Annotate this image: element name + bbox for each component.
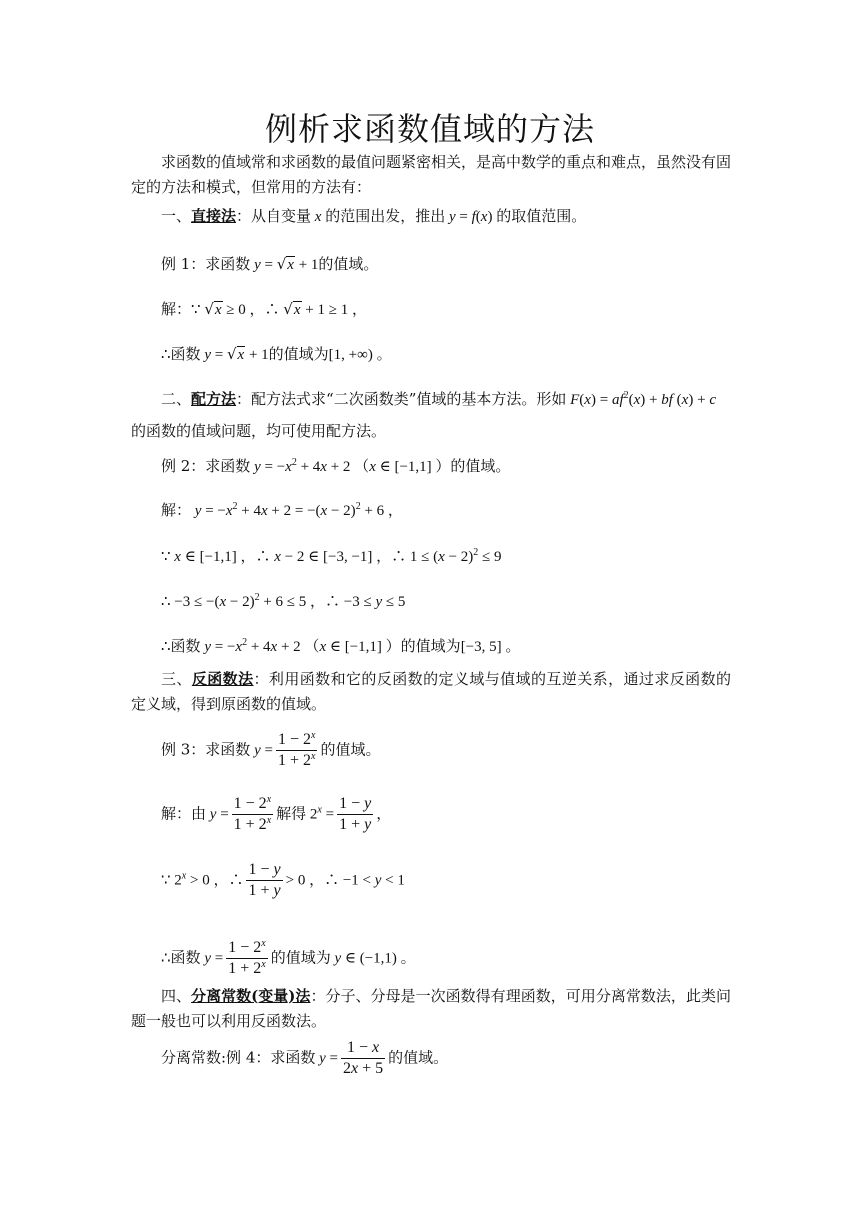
example4-label: 分离常数:例 4：求函数 bbox=[161, 1048, 316, 1067]
example1-solution: 解：∵ √x ≥ 0 ，∴ √x + 1 ≥ 1 ， bbox=[161, 300, 367, 318]
section3-method-name: 反函数法 bbox=[191, 670, 254, 688]
fraction: $\frac{1 - x}{2x + 5}$ bbox=[343, 1039, 384, 1077]
section4-method-name: 分离常数(变量)法 bbox=[191, 987, 311, 1005]
page-title: 例析求函数值域的方法 bbox=[264, 110, 595, 148]
section2-heading: 二、配方法：配方法式求“二次函数类”值域的基本方法。形如 $F(x) = af^2(x)$ + bf (x) + c bbox=[161, 390, 716, 408]
section3-text: ：利用函数和它的反函数的定义域与值域的互逆关系，通过求反函数的定义域，得到原函数的值域。 bbox=[131, 670, 731, 713]
section4-number: 四、 bbox=[161, 987, 192, 1005]
example3-tail: 的值域。 bbox=[320, 740, 381, 759]
section1-text-b: 的范围出发，推出 bbox=[325, 207, 446, 225]
section2-heading-cont: 的函数的值域问题，均可使用配方法。 bbox=[131, 422, 387, 440]
example1-tail: 的值域。 bbox=[318, 255, 379, 273]
solution2-label: 解： bbox=[161, 501, 192, 519]
intro-paragraph: 求函数的值域常和求函数的最值问题紧密相关，是高中数学的重点和难点，虽然没有固定的方法和模式，但常用的方法有： bbox=[131, 153, 732, 196]
fraction: $\frac{1 - 2^x}{1 + 2^x}$ bbox=[228, 938, 266, 977]
fraction: $\frac{1 - 2^x}{1 + 2^x}$ bbox=[277, 730, 316, 769]
result3-tail: 的值域为 bbox=[270, 948, 331, 967]
result1-label: 函数 bbox=[170, 345, 201, 363]
fraction: $\frac{1 - y}{1 + y}$ bbox=[339, 795, 372, 833]
section3-number: 三、 bbox=[161, 670, 192, 688]
example2-tail: 的值域。 bbox=[450, 457, 511, 475]
solution1-label: 解： bbox=[161, 300, 192, 318]
result2-tail: 的值域为 bbox=[400, 637, 461, 655]
result3-label: 函数 bbox=[170, 948, 201, 967]
result1-tail: 的值域为 bbox=[268, 345, 329, 363]
example1-label: 例 1：求函数 bbox=[161, 255, 251, 273]
section4-heading bbox=[131, 984, 731, 1034]
example3: 例 3：求函数 y = $\frac{1 - 2^x}{1 + 2^x}$ 的值域。 bbox=[161, 730, 381, 769]
example4-tail: 的值域。 bbox=[388, 1048, 449, 1067]
example2-result: ∴函数 $y = -x^2 + 4x + 2$ （x ∈ [−1,1] ）的值域为[−3, 5] 。 bbox=[161, 637, 521, 655]
example1: 例 1：求函数 y = √x + 1的值域。 bbox=[161, 255, 379, 273]
solution3-label: 解：由 bbox=[161, 804, 207, 823]
section4-text: ：分子、分母是一次函数得有理函数，可用分离常数法，此类问题一般也可以利用反函数法。 bbox=[131, 987, 731, 1030]
section1-text-c: 的取值范围。 bbox=[496, 207, 587, 225]
section1-number: 一、 bbox=[161, 207, 192, 225]
example3-solution: 解：由 y = $\frac{1 - 2^x}{1 + 2^x}$ 解得 $2^x$ = $\frac{1 - y}{1 + y}$ ， bbox=[161, 794, 392, 833]
example2: 例 2：求函数 $y = -x^2 + 4x + 2$ （x ∈ [−1,1] ）的值域。 bbox=[161, 457, 511, 475]
section1-method-name: 直接法 bbox=[191, 207, 237, 225]
solution3-middle: 解得 bbox=[276, 804, 307, 823]
section3-heading bbox=[131, 667, 731, 717]
example2-step2: ∵ x ∈ [−1,1] ，∴ x − 2 ∈ [−3, −1] ，∴ $1 \le (x - 2)^2 \le 9$ bbox=[161, 547, 502, 565]
section2-text-a: ：配方法式求“二次函数类”值域的基本方法。形如 bbox=[236, 390, 567, 408]
example4: 分离常数:例 4：求函数 y = $\frac{1 - x}{2x + 5}$ 的值域。 bbox=[161, 1039, 449, 1077]
example3-step2: ∵ $2^x > 0$ ，∴ $\frac{1 - y}{1 + y}$ > 0 ，∴ −1 < y < 1 bbox=[161, 861, 405, 899]
fraction: $\frac{1 - y}{1 + y}$ bbox=[248, 861, 281, 899]
fraction: $\frac{1 - 2^x}{1 + 2^x}$ bbox=[233, 794, 272, 833]
section2-number: 二、 bbox=[161, 390, 192, 408]
example2-label: 例 2：求函数 bbox=[161, 457, 251, 475]
example3-result: ∴函数 y = $\frac{1 - 2^x}{1 + 2^x}$ 的值域为 y ∈ (−1,1) 。 bbox=[161, 938, 416, 977]
example3-label: 例 3：求函数 bbox=[161, 740, 251, 759]
example2-solution: 解： $y = -x^2 + 4x + 2 = -(x - 2)^2 + 6$ ， bbox=[161, 501, 403, 519]
section1-heading: 一、直接法：从自变量 x 的范围出发，推出 y = f(x) 的取值范围。 bbox=[161, 207, 587, 225]
section2-method-name: 配方法 bbox=[191, 390, 237, 408]
example1-result: ∴函数 y = √x + 1的值域为[1, +∞) 。 bbox=[161, 345, 392, 363]
example2-step3: ∴ $-3 \le -(x - 2)^2 + 6 \le 5$ ，∴ −3 ≤ y ≤ 5 bbox=[161, 592, 406, 610]
section1-text-a: ：从自变量 bbox=[236, 207, 312, 225]
result2-label: 函数 bbox=[170, 637, 201, 655]
